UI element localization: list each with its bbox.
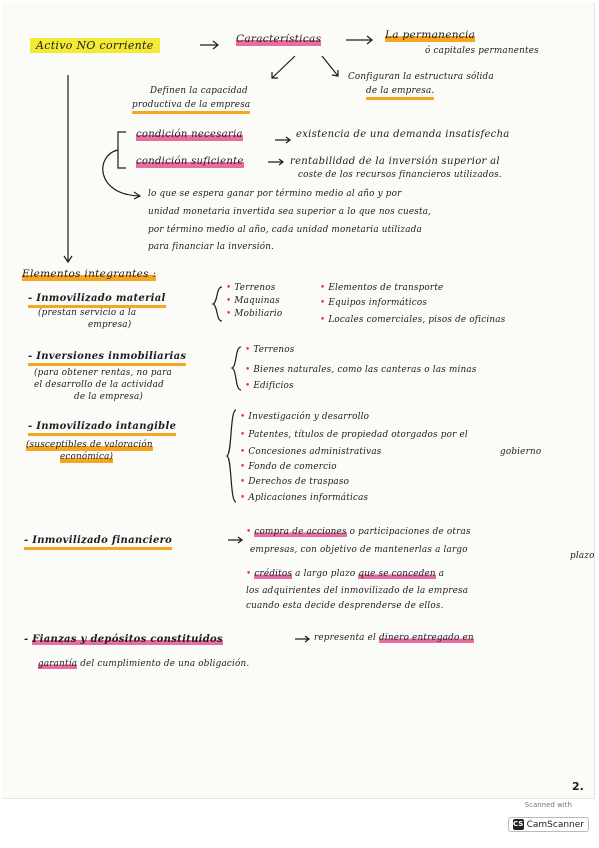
condicion-suficiente-label: condición suficiente bbox=[136, 156, 244, 167]
permanencia-label: La permanencia bbox=[385, 29, 476, 41]
inversiones-item: • Bienes naturales, como las canteras o las minas bbox=[245, 365, 477, 375]
inmovilizado-intangible-title: - Inmovilizado intangible bbox=[28, 420, 176, 436]
financiero-item2-line-3: cuando esta decide desprenderse de ellos. bbox=[246, 601, 444, 611]
definen-line-1: Definen la capacidad bbox=[150, 86, 248, 96]
expectativa-line-2: unidad monetaria invertida sea superior a lo que nos cuesta, bbox=[148, 207, 432, 217]
expectativa-line-3: por término medio al año, cada unidad monetaria utilizada bbox=[148, 225, 422, 235]
page-number: 2. bbox=[572, 780, 584, 793]
financiero-item2-line-2: los adquirientes del inmovilizado de la empresa bbox=[246, 586, 469, 596]
camscanner-logo-icon: CS bbox=[512, 820, 524, 828]
expectativa-line-1: lo que se espera ganar por término medio al año y por bbox=[148, 189, 402, 199]
inversiones-item: • Edificios bbox=[245, 381, 294, 391]
configuran-line-2: de la empresa. bbox=[366, 86, 434, 100]
elementos-heading: Elementos integrantes : bbox=[22, 268, 157, 280]
intangible-item: • Aplicaciones informáticas bbox=[240, 493, 369, 503]
inversiones-note-2: el desarrollo de la actividad bbox=[34, 380, 164, 390]
expectativa-line-4: para financiar la inversión. bbox=[148, 242, 275, 252]
camscanner-watermark bbox=[508, 801, 589, 832]
fianzas-text-line-1: representa el dinero entregado en bbox=[314, 633, 474, 643]
inversiones-item: • Terrenos bbox=[245, 345, 295, 355]
intangible-item: • Patentes, títulos de propiedad otorgados por el bbox=[240, 430, 468, 440]
inversiones-note-3: de la empresa) bbox=[74, 392, 144, 402]
condicion-necesaria-text: existencia de una demanda insatisfecha bbox=[296, 129, 510, 140]
material-item: • Maquinas bbox=[226, 296, 280, 306]
material-item: • Mobiliario bbox=[226, 309, 283, 319]
intangible-item: • Fondo de comercio bbox=[240, 462, 337, 472]
fianzas-text-line-2: garantía del cumplimiento de una obligación. bbox=[38, 659, 250, 669]
inversiones-note-1: (para obtener rentas, no para bbox=[34, 368, 172, 378]
inmovilizado-material-title: - Inmovilizado material bbox=[28, 292, 166, 308]
intangible-item: • Concesiones administrativas bbox=[240, 447, 382, 457]
material-note-1: (prestan servicio a la bbox=[38, 308, 137, 318]
material-item: • Terrenos bbox=[226, 283, 276, 293]
intangible-note-2: económica) bbox=[60, 452, 114, 462]
capitales-permanentes: ó capitales permanentes bbox=[425, 46, 539, 56]
financiero-item2-line-1: • créditos a largo plazo que se conceden a bbox=[246, 569, 445, 579]
fianzas-title: - Fianzas y depósitos constituidos bbox=[24, 634, 223, 645]
condicion-suficiente-line-1: rentabilidad de la inversión superior al bbox=[290, 156, 500, 167]
condicion-necesaria-label: condición necesaria bbox=[136, 129, 243, 140]
configuran-line-1: Configuran la estructura sólida bbox=[348, 72, 494, 82]
camscanner-brand: CamScanner bbox=[526, 819, 584, 830]
definen-line-2: productiva de la empresa bbox=[132, 100, 250, 114]
condicion-suficiente-line-2: coste de los recursos financieros utilizados. bbox=[298, 170, 502, 180]
title-activo-no-corriente: Activo NO corriente bbox=[30, 38, 160, 53]
material-item: • Equipos informáticos bbox=[320, 298, 428, 308]
intangible-item: • Investigación y desarrollo bbox=[240, 412, 370, 422]
scanned-with-label: Scanned with bbox=[524, 801, 572, 809]
intangible-item: • Derechos de traspaso bbox=[240, 477, 350, 487]
inversiones-inmobiliarias-title: - Inversiones inmobiliarias bbox=[28, 350, 186, 366]
material-item: • Elementos de transporte bbox=[320, 283, 444, 293]
financiero-item1-line-1: • compra de acciones o participaciones de otras bbox=[246, 527, 471, 537]
financiero-item1-line-2: empresas, con objetivo de mantenerlas a largo bbox=[250, 545, 468, 555]
intangible-gobierno: gobierno bbox=[500, 447, 542, 457]
financiero-item1-plazo: plazo bbox=[570, 551, 595, 561]
inmovilizado-financiero-title: - Inmovilizado financiero bbox=[24, 534, 172, 550]
intangible-note-1: (susceptibles de valoración bbox=[26, 440, 153, 450]
caracteristicas-label: Características bbox=[236, 33, 322, 45]
camscanner-badge bbox=[508, 817, 589, 832]
material-note-2: empresa) bbox=[88, 320, 132, 330]
material-item: • Locales comerciales, pisos de oficinas bbox=[320, 315, 506, 325]
